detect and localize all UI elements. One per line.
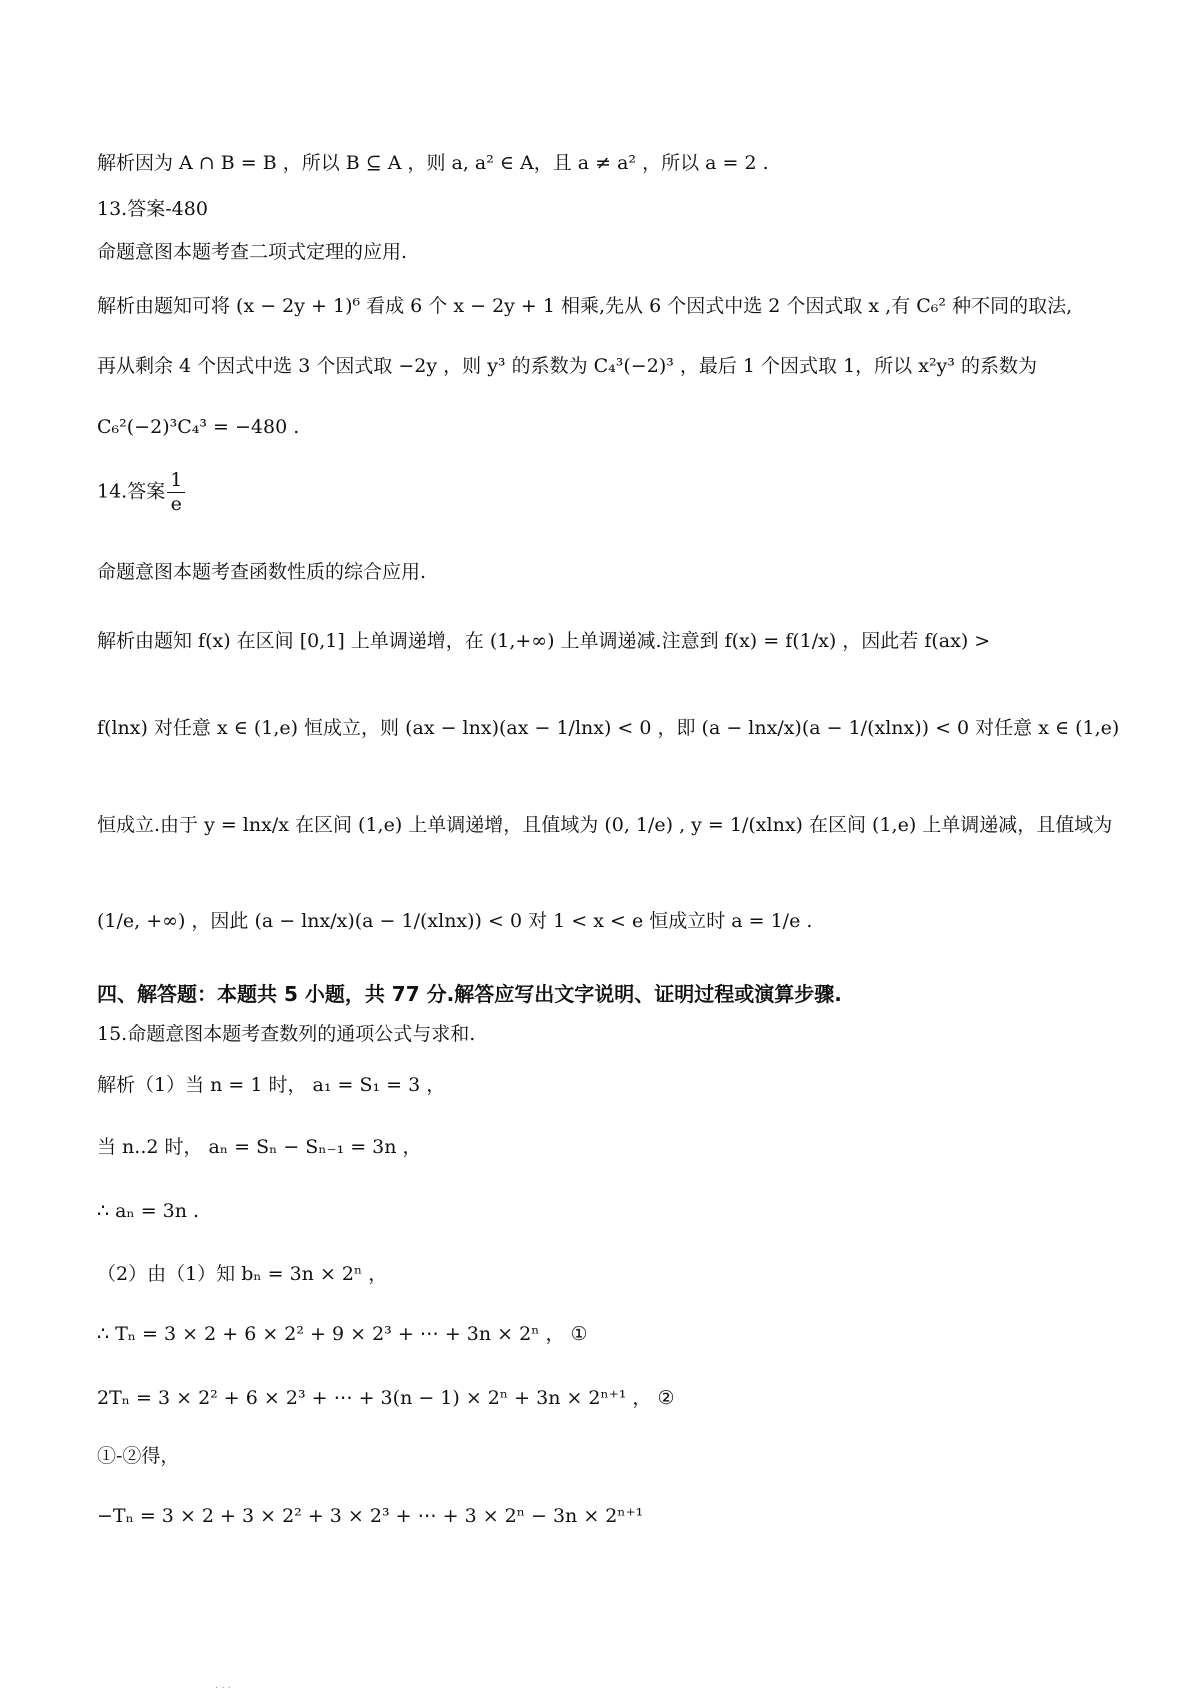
q15-step-3: ∴ aₙ = 3n . [97, 1200, 200, 1222]
footer-dots: · · · [215, 1683, 231, 1694]
q15-step-7: ①-②得， [97, 1445, 180, 1467]
q12-analysis-line: 解析因为 A ∩ B = B ，所以 B ⊆ A ，则 a, a² ∈ A，且 a ≠ a² ，所以 a = 2 . [97, 152, 769, 174]
q14-analysis-4: (1/e, +∞) ，因此 (a − lnx/x)(a − 1/(xlnx)) < 0 对 1 < x < e 恒成立时 a = 1/e . [97, 910, 813, 932]
q14-answer-num: 1 [167, 470, 185, 493]
q15-step-4: （2）由（1）知 bₙ = 3n × 2ⁿ ， [97, 1263, 388, 1285]
q14-analysis-2: f(lnx) 对任意 x ∈ (1,e) 恒成立，则 (ax − lnx)(ax − 1/lnx) < 0 ，即 (a − lnx/x)(a − 1/(xlnx)) < 0 对任意 x ∈ (1,e) [97, 717, 1120, 739]
q15-intent: 15.命题意图本题考查数列的通项公式与求和. [97, 1023, 476, 1045]
q15-step-1: 解析（1）当 n = 1 时， a₁ = S₁ = 3 ， [97, 1074, 446, 1096]
q14-analysis-1: 解析由题知 f(x) 在区间 [0,1] 上单调递增，在 (1,+∞) 上单调递减.注意到 f(x) = f(1/x) ，因此若 f(ax) > [97, 630, 991, 652]
q15-step-5: ∴ Tₙ = 3 × 2 + 6 × 2² + 9 × 2³ + ⋯ + 3n × 2ⁿ ， ① [97, 1323, 588, 1345]
q14-answer-prefix: 14.答案 [97, 480, 166, 503]
q13-analysis-3: C₆²(−2)³C₄³ = −480 . [97, 416, 300, 438]
q14-intent: 命题意图本题考查函数性质的综合应用. [97, 561, 427, 583]
section-heading: 四、解答题：本题共 5 小题，共 77 分.解答应写出文字说明、证明过程或演算步骤. [97, 982, 842, 1006]
q14-answer [97, 470, 187, 515]
q13-answer: 13.答案-480 [97, 198, 208, 220]
q15-step-2: 当 n..2 时， aₙ = Sₙ − Sₙ₋₁ = 3n ， [97, 1136, 422, 1158]
q14-analysis-3: 恒成立.由于 y = lnx/x 在区间 (1,e) 上单调递增，且值域为 (0, 1/e) , y = 1/(xlnx) 在区间 (1,e) 上单调递减，且值域为 [97, 814, 1113, 836]
q13-analysis-2: 再从剩余 4 个因式中选 3 个因式取 −2y ，则 y³ 的系数为 C₄³(−2)³ ，最后 1 个因式取 1，所以 x²y³ 的系数为 [97, 355, 1037, 377]
q15-step-8: −Tₙ = 3 × 2 + 3 × 2² + 3 × 2³ + ⋯ + 3 × 2ⁿ − 3n × 2ⁿ⁺¹ [97, 1505, 644, 1527]
q14-answer-fraction [167, 470, 185, 515]
q13-intent: 命题意图本题考查二项式定理的应用. [97, 241, 408, 263]
q15-step-6: 2Tₙ = 3 × 2² + 6 × 2³ + ⋯ + 3(n − 1) × 2ⁿ + 3n × 2ⁿ⁺¹ ， ② [97, 1387, 675, 1409]
q14-answer-den: e [170, 492, 182, 515]
q13-analysis-1: 解析由题知可将 (x − 2y + 1)⁶ 看成 6 个 x − 2y + 1 相乘,先从 6 个因式中选 2 个因式取 x ,有 C₆² 种不同的取法, [97, 295, 1073, 317]
